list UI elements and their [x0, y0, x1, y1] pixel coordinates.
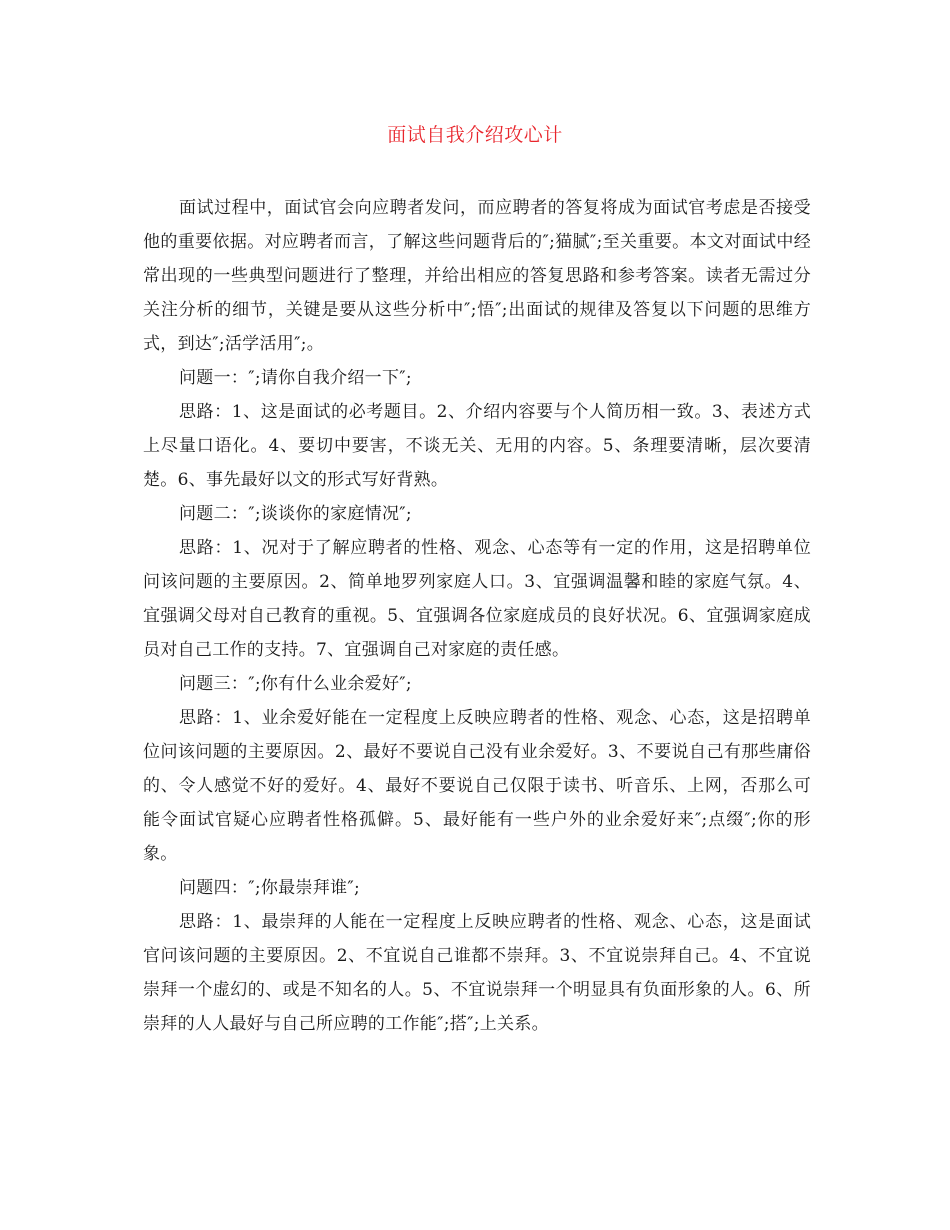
question-2-heading: 问题二：″;谈谈你的家庭情况″; — [179, 504, 412, 524]
intro-paragraph: 面试过程中，面试官会向应聘者发问，而应聘者的答复将成为面试官考虑是否接受他的重要依据。对应聘者而言，了解这些问题背后的″;猫腻″;至关重要。本文对面试中经常出现的一些典型问题进行了整理，并给出相应的答复思路和参考答案。读者无需过分关注分析的细节，关键是要从这些分析中″;悟″;出面试的规律及答复以下问题的思维方式，到达″;活学活用″;。 — [143, 198, 811, 354]
question-3-answer: 思路：1、业余爱好能在一定程度上反映应聘者的性格、观念、心态，这是招聘单位问该问题的主要原因。2、最好不要说自己没有业余爱好。3、不要说自己有那些庸俗的、令人感觉不好的爱好。4、最好不要说自己仅限于读书、听音乐、上网，否那么可能令面试官疑心应聘者性格孤僻。5、最好能有一些户外的业余爱好来″;点缀″;你的形象。 — [143, 708, 811, 864]
document-title: 面试自我介绍攻心计 — [387, 124, 563, 146]
question-4-answer: 思路：1、最崇拜的人能在一定程度上反映应聘者的性格、观念、心态，这是面试官问该问题的主要原因。2、不宜说自己谁都不崇拜。3、不宜说崇拜自己。4、不宜说崇拜一个虚幻的、或是不知名的人。5、不宜说崇拜一个明显具有负面形象的人。6、所崇拜的人人最好与自己所应聘的工作能″;搭″;上关系。 — [143, 912, 811, 1034]
question-1-heading: 问题一：″;请你自我介绍一下″; — [179, 368, 412, 388]
question-3-heading: 问题三：″;你有什么业余爱好″; — [179, 674, 412, 694]
question-1-answer: 思路：1、这是面试的必考题目。2、介绍内容要与个人简历相一致。3、表述方式上尽量口语化。4、要切中要害，不谈无关、无用的内容。5、条理要清晰，层次要清楚。6、事先最好以文的形式写好背熟。 — [143, 402, 811, 490]
question-4-heading: 问题四：″;你最崇拜谁″; — [179, 878, 361, 898]
document-body — [143, 191, 811, 1041]
question-2-answer: 思路：1、况对于了解应聘者的性格、观念、心态等有一定的作用，这是招聘单位问该问题的主要原因。2、简单地罗列家庭人口。3、宜强调温馨和睦的家庭气氛。4、宜强调父母对自己教育的重视。5、宜强调各位家庭成员的良好状况。6、宜强调家庭成员对自己工作的支持。7、宜强调自己对家庭的责任感。 — [143, 538, 811, 660]
